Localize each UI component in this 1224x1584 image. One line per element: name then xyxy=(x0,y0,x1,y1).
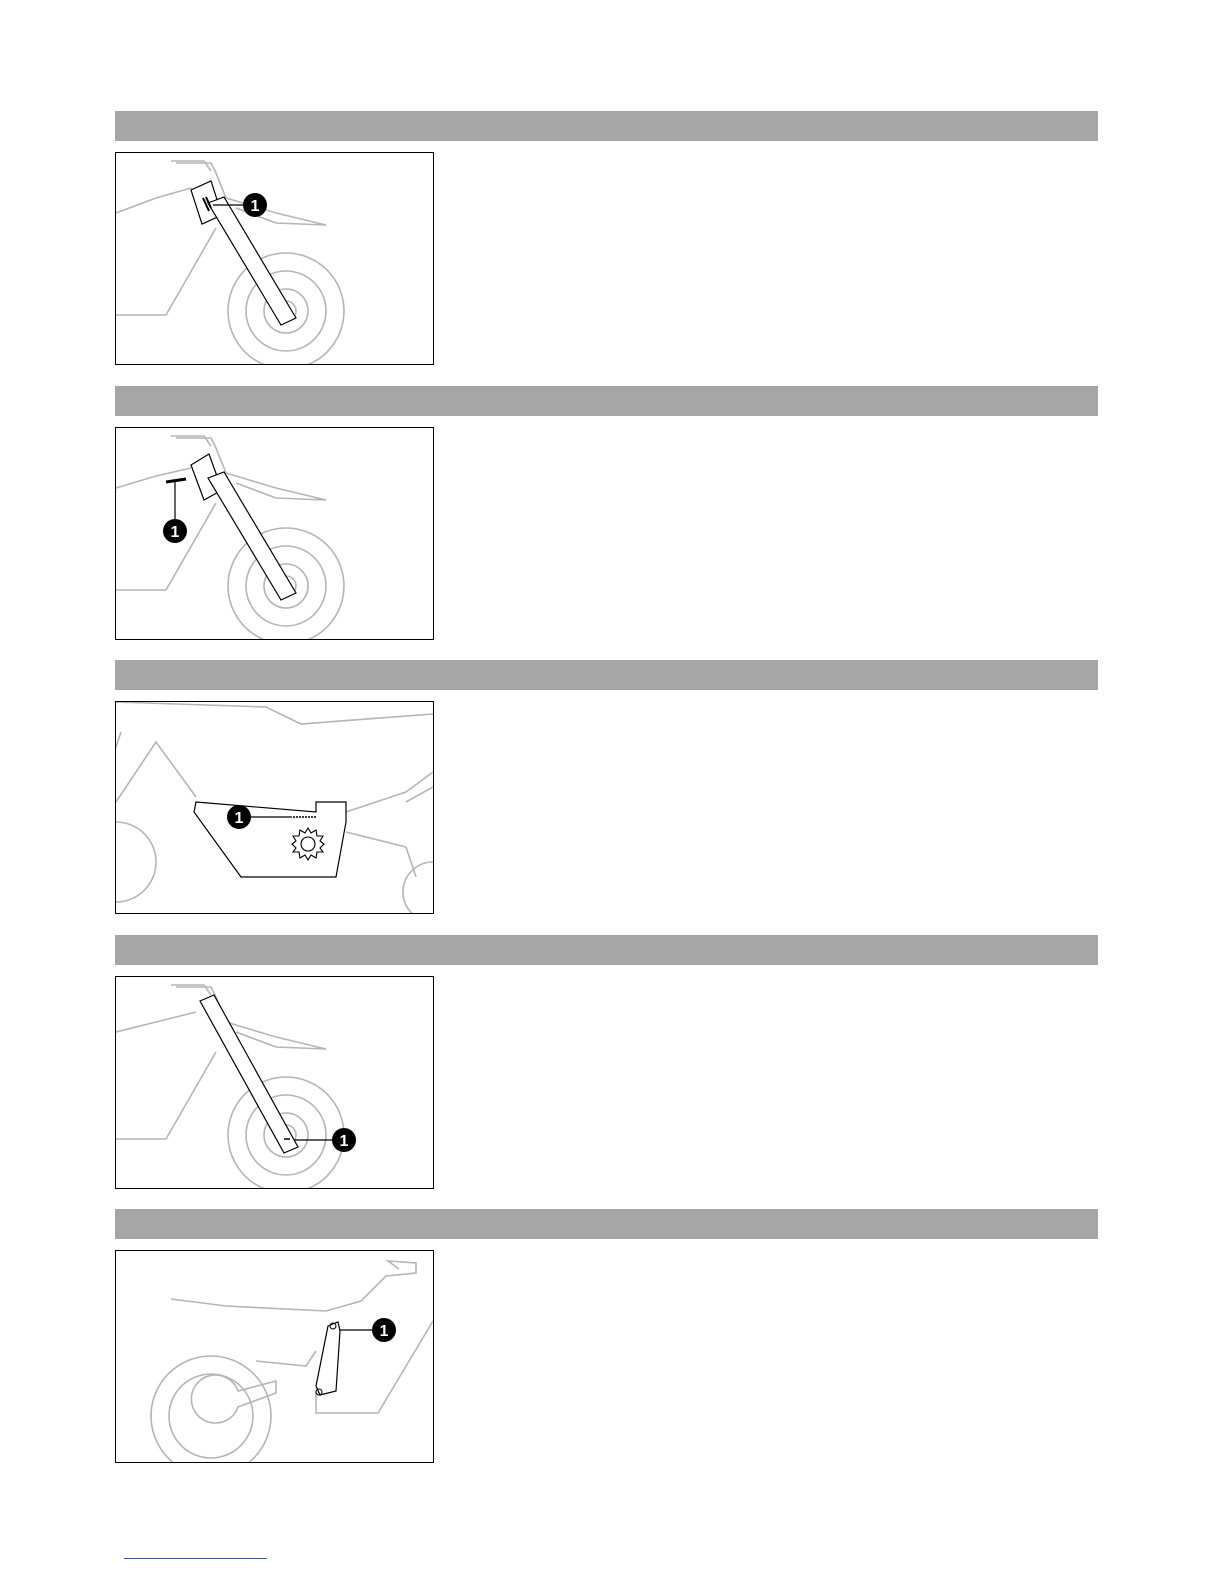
motorcycle-front-illustration xyxy=(116,428,433,639)
figure-type-label xyxy=(115,427,434,640)
figure-fork-part-number xyxy=(115,976,434,1189)
motorcycle-rear-illustration xyxy=(116,1251,433,1462)
section-header-bar xyxy=(115,1209,1098,1239)
callout-1-marker xyxy=(332,1128,356,1152)
motorcycle-engine-illustration xyxy=(116,702,433,913)
figure-shock-absorber-part-number xyxy=(115,1250,434,1463)
motorcycle-front-illustration xyxy=(116,153,433,364)
section-header-bar xyxy=(115,935,1098,965)
footer-link-underline xyxy=(124,1558,267,1559)
motorcycle-fork-illustration xyxy=(116,977,433,1188)
svg-text:1: 1 xyxy=(379,1323,389,1340)
callout-1-marker xyxy=(163,519,187,543)
callout-1-marker xyxy=(243,193,267,217)
section-header-bar xyxy=(115,386,1098,416)
figure-chassis-number xyxy=(115,152,434,365)
svg-text:1: 1 xyxy=(170,524,180,541)
svg-text:1: 1 xyxy=(250,198,260,215)
svg-text:1: 1 xyxy=(234,810,244,827)
callout-1-marker xyxy=(372,1318,396,1342)
svg-text:1: 1 xyxy=(339,1133,349,1150)
section-header-bar xyxy=(115,111,1098,141)
callout-1-marker xyxy=(227,805,251,829)
section-header-bar xyxy=(115,660,1098,690)
figure-engine-number xyxy=(115,701,434,914)
